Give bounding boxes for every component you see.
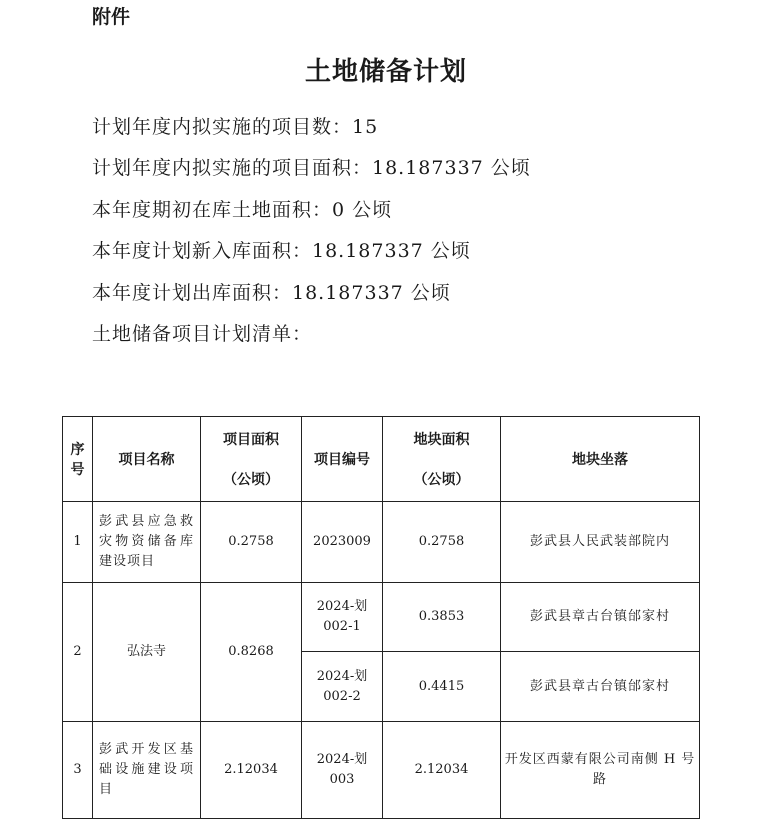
row-project-area: 0.8268 bbox=[201, 583, 302, 722]
header-area bbox=[201, 417, 302, 502]
row-project-area: 2.12034 bbox=[201, 722, 302, 819]
row-project-area: 0.2758 bbox=[201, 502, 302, 583]
header-plot-area-label: 地块面积 bbox=[413, 432, 470, 448]
row-seq: 1 bbox=[63, 502, 93, 583]
header-seq: 序号 bbox=[63, 417, 93, 502]
header-plot-area bbox=[383, 417, 501, 502]
row-plot-code: 2024-划003 bbox=[302, 722, 383, 819]
row-plot-code: 2023009 bbox=[302, 502, 383, 583]
header-location: 地块坐落 bbox=[501, 417, 700, 502]
row-plot-code: 2024-划002-2 bbox=[302, 652, 383, 722]
page-title: 土地储备计划 bbox=[304, 57, 467, 87]
summary-opening-stock-area: 本年度期初在库土地面积：0 公顷 bbox=[92, 199, 393, 221]
header-code: 项目编号 bbox=[302, 417, 383, 502]
table-row bbox=[63, 502, 700, 583]
row-plot-area: 0.4415 bbox=[383, 652, 501, 722]
summary-outgoing-area: 本年度计划出库面积：18.187337 公顷 bbox=[92, 282, 451, 304]
row-plot-code: 2024-划002-1 bbox=[302, 583, 383, 652]
summary-new-stock-area: 本年度计划新入库面积：18.187337 公顷 bbox=[92, 240, 471, 262]
summary-list-heading: 土地储备项目计划清单： bbox=[92, 323, 313, 345]
row-plot-area: 0.2758 bbox=[383, 502, 501, 583]
header-plot-area-unit: （公顷） bbox=[413, 472, 470, 488]
attachment-label: 附件 bbox=[92, 6, 131, 28]
row-seq: 2 bbox=[63, 583, 93, 722]
row-plot-area: 0.3853 bbox=[383, 583, 501, 652]
row-project-name: 彭武开发区基础设施建设项目 bbox=[93, 722, 201, 819]
table-row bbox=[63, 583, 700, 652]
row-plot-location: 开发区西蒙有限公司南侧 H 号路 bbox=[501, 722, 700, 819]
header-name: 项目名称 bbox=[93, 417, 201, 502]
row-plot-location: 彭武县人民武装部院内 bbox=[501, 502, 700, 583]
row-plot-location: 彭武县章古台镇邰家村 bbox=[501, 652, 700, 722]
table-row bbox=[63, 722, 700, 819]
header-area-unit: （公顷） bbox=[223, 472, 279, 488]
row-plot-area: 2.12034 bbox=[383, 722, 501, 819]
row-plot-location: 彭武县章古台镇邰家村 bbox=[501, 583, 700, 652]
row-seq: 3 bbox=[63, 722, 93, 819]
row-project-name: 彭武县应急救灾物资储备库建设项目 bbox=[93, 502, 201, 583]
row-project-name: 弘法寺 bbox=[93, 583, 201, 722]
header-area-label: 项目面积 bbox=[223, 432, 279, 448]
summary-project-area: 计划年度内拟实施的项目面积：18.187337 公顷 bbox=[92, 157, 531, 179]
table-header-row bbox=[63, 417, 700, 502]
land-reserve-table bbox=[62, 416, 700, 819]
summary-project-count: 计划年度内拟实施的项目数：15 bbox=[92, 116, 379, 138]
